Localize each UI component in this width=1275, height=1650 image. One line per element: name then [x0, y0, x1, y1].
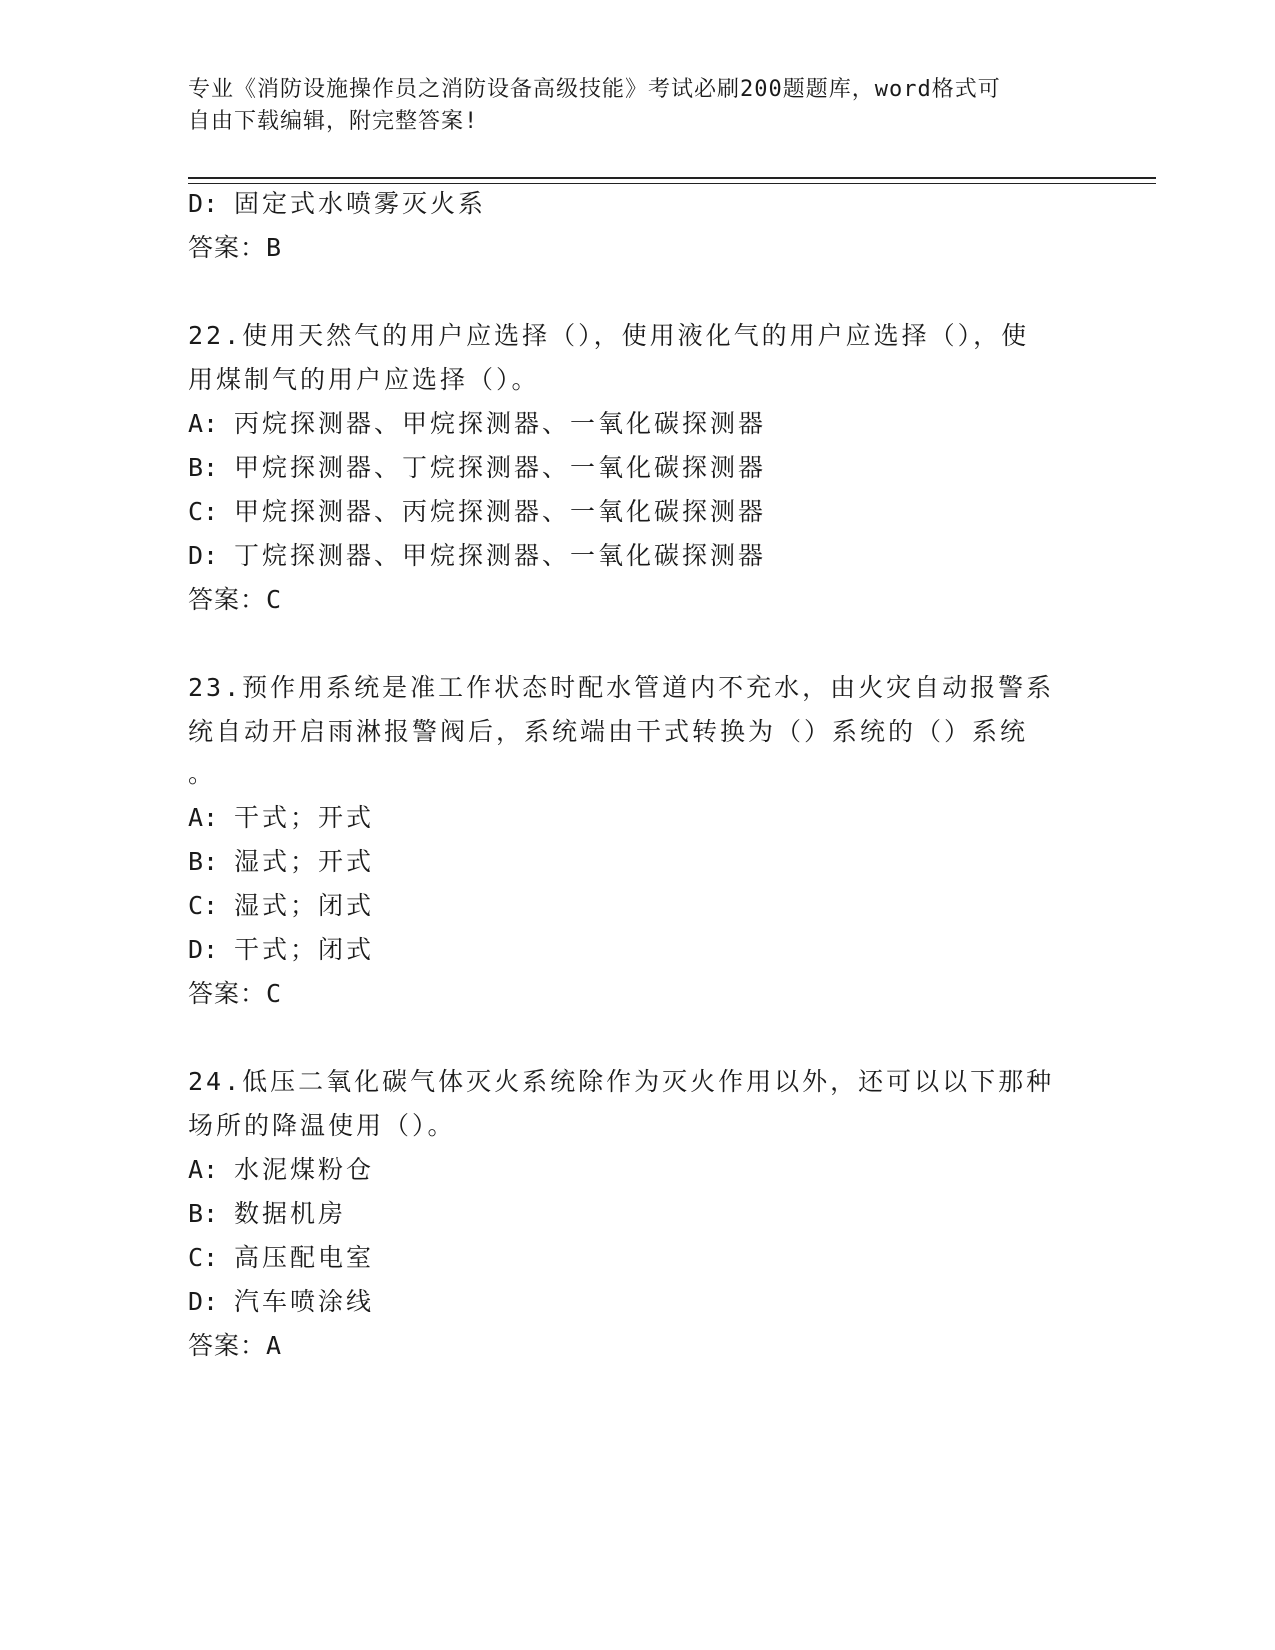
q21-answer: 答案：B	[188, 233, 283, 262]
q22-option-d	[188, 538, 766, 574]
option-text: 数据机房	[234, 1199, 347, 1228]
option-text: 湿式；闭式	[234, 891, 375, 920]
option-key: D:	[188, 189, 219, 218]
option-text: 干式；开式	[234, 803, 375, 832]
q23-option-a	[188, 800, 374, 836]
q23-option-b	[188, 844, 374, 880]
option-key: D:	[188, 1287, 219, 1316]
option-text: 固定式水喷雾灭火系	[234, 189, 487, 218]
option-text: 甲烷探测器、丁烷探测器、一氧化碳探测器	[234, 453, 767, 482]
q24-option-d	[188, 1284, 374, 1320]
q24-option-b	[188, 1196, 346, 1232]
q22-answer: 答案：C	[188, 585, 283, 614]
q22-stem-line-2: 用煤制气的用户应选择（）。	[188, 365, 540, 394]
q23-stem-line-1: 23.预作用系统是准工作状态时配水管道内不充水，由火灾自动报警系	[188, 673, 1055, 702]
option-key: C:	[188, 497, 219, 526]
q22-option-a	[188, 406, 766, 442]
q24-option-c	[188, 1240, 374, 1276]
q24-stem-line-1: 24.低压二氧化碳气体灭火系统除作为灭火作用以外，还可以以下那种	[188, 1067, 1055, 1096]
option-text: 汽车喷涂线	[234, 1287, 375, 1316]
q23-option-d	[188, 932, 374, 968]
option-key: D:	[188, 935, 219, 964]
header-line-1: 专业《消防设施操作员之消防设备高级技能》考试必刷200题题库，word格式可	[188, 77, 1001, 102]
q22-option-b	[188, 450, 766, 486]
option-key: A:	[188, 1155, 219, 1184]
option-text: 干式；闭式	[234, 935, 375, 964]
option-key: D:	[188, 541, 219, 570]
q23-option-c	[188, 888, 374, 924]
q21-option-d	[188, 186, 486, 222]
option-text: 丁烷探测器、甲烷探测器、一氧化碳探测器	[234, 541, 767, 570]
option-key: C:	[188, 891, 219, 920]
option-key: B:	[188, 1199, 219, 1228]
document-header	[188, 74, 1068, 138]
option-key: B:	[188, 847, 219, 876]
option-key: A:	[188, 409, 219, 438]
option-key: A:	[188, 803, 219, 832]
option-key: C:	[188, 1243, 219, 1272]
q22-stem-line-1: 22.使用天然气的用户应选择（），使用液化气的用户应选择（），使	[188, 321, 1030, 350]
header-divider-thick	[188, 177, 1156, 179]
q23-stem-line-2: 统自动开启雨淋报警阀后，系统端由干式转换为（）系统的（）系统	[188, 717, 1029, 746]
option-text: 甲烷探测器、丙烷探测器、一氧化碳探测器	[234, 497, 767, 526]
q23-stem-line-3: 。	[188, 759, 217, 788]
header-line-2: 自由下载编辑，附完整答案!	[188, 109, 479, 134]
q24-stem-line-2: 场所的降温使用（）。	[188, 1111, 456, 1140]
option-key: B:	[188, 453, 219, 482]
option-text: 高压配电室	[234, 1243, 375, 1272]
q24-answer: 答案：A	[188, 1331, 283, 1360]
option-text: 水泥煤粉仓	[234, 1155, 375, 1184]
option-text: 湿式；开式	[234, 847, 375, 876]
header-divider-thin	[188, 183, 1156, 184]
option-text: 丙烷探测器、甲烷探测器、一氧化碳探测器	[234, 409, 767, 438]
q23-answer: 答案：C	[188, 979, 283, 1008]
q24-option-a	[188, 1152, 374, 1188]
q22-option-c	[188, 494, 766, 530]
